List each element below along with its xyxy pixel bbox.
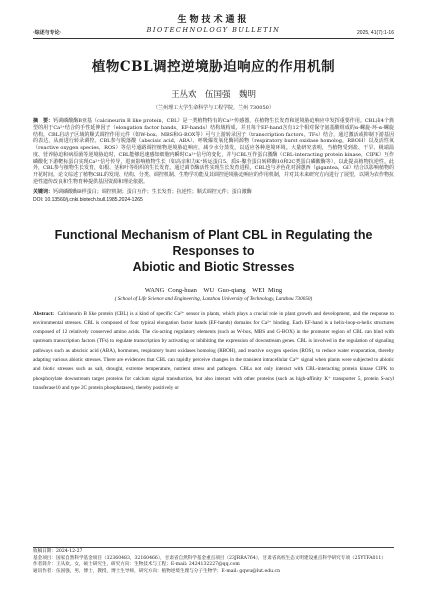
section-label: ·综述与专论· — [33, 30, 62, 36]
affiliation-cn: （兰州理工大学生命科学与工程学院，兰州 730050） — [153, 105, 274, 111]
article-title-en — [33, 227, 394, 275]
footnotes — [33, 547, 394, 575]
received-date: 收稿日期：2024-12-27 — [33, 549, 83, 554]
keywords-cn-label: 关键词： — [33, 188, 54, 195]
abstract-en-text: Calcineurin B like protein (CBL) is a kind of specific Ca²⁺ sensor in plants, which plays a crucial role in plant growth and development, and the response to environmental stresses. CBL is composed of four typical elongation factor hands (EF-hands) domains for Ca²⁺ binding. Each EF-hand is a helix-loop-α-helix structures composed of 12 relatively conserved amino acids. The cis-acting regulatory elements (such as W-box, MBS and G-BOX) in the promoter region of CBL can bind with upstream transcription factors (TFs) to regulate transcription by activating or inhibiting the expression of downstream genes. CBL is involved in the regulation of signaling pathways such as abscisic acid (ABA), hormones, respiratory burst oxidases homolog (RBOH), and reactive oxygen species (ROS), to reduce water evaporation, thereby adapting various abiotic stresses. There are evidences that CBL can rapidly perceive changes in the transient intracellular Ca²⁺ signal when plants were subjected to abiotic and biotic stresses such as salt, drought, extreme temperature, nutrient stress and pathogen. CBLs not only interact with CBL-interacting protein kinase CIPK to phosphorylate downstream target proteins for calcium signal transduction, but also interact with other proteins (such as high-affinity K⁺ transporter 5, protein S-acyl transferase10 and type 2C protein phosphatases), thereby positively or — [33, 310, 395, 391]
article-title-cn: 植物CBL调控逆境胁迫响应的作用机制 — [91, 59, 336, 75]
abstract-cn-label: 摘 要： — [33, 118, 54, 124]
journal-name-en: BIOTECHNOLOGY BULLETIN — [146, 26, 281, 34]
author-info: 作者简介：王从欢，女，硕士研究生，研究方向：生物技术与工程；E-mail: 2424132227@qq.com — [33, 562, 240, 568]
journal-name-cn: 生物技术通报 — [177, 15, 250, 25]
keywords-cn-text: 钙调磷酸酶B样蛋白；调控机制；蛋白互作；生长发育；抗逆性；顺式调控元件；蛋白激酶 — [53, 188, 252, 195]
keywords-cn — [33, 188, 394, 195]
doi[interactable]: DOI: 10.13560/j.cnki.biotech.bull.1985.2024-1265 — [33, 196, 143, 203]
title-en-line-1: Functional Mechanism of Plant CBL in Regulating the Responses to — [54, 227, 373, 258]
title-en-line-2: Abiotic and Biotic Stresses — [132, 259, 295, 274]
abstract-cn — [33, 118, 394, 186]
abstract-en — [33, 310, 394, 394]
authors-cn: 王丛欢 伍国强 魏明 — [170, 90, 256, 100]
abstract-en-label: Abstract: — [33, 310, 55, 317]
issue-info: 2025, 41(7):1-16 — [357, 30, 394, 36]
corresponding-author: 通讯作者：伍国强，男，博士，教授，博士生导师，研究方向：植物逆境生理与分子生物学；E-mail: gqwu@lut.edu.cn — [33, 568, 281, 574]
authors-en: WANG Cong-huan WU Guo-qiang WEI Ming — [144, 286, 283, 294]
funding-info: 基金项目：国家自然科学基金项目（32360483，32160466），甘肃省自然科学基金重点项目（23JRRA764），甘肃省高校生态文明建设重点科学研究专项（25YTFA011） — [33, 555, 386, 561]
affiliation-en: ( School of Life Science and Engineering, Lanzhou University of Technology, Lanzhou 730050) — [114, 295, 313, 302]
abstract-cn-text: 钙调磷酸酶B亚基（calcineurin B like protein，CBL）是一类植物特有的Ca²⁺传感器，在植物生长发育和逆境胁迫响应中发挥重要作用。CBL由4个典型的用于Ca²⁺结合的手性延伸因子（elongation factor hands，EF-hands）结构域构成，并且每个EF-hand含有12个相对保守氨基酸组成的α-螺旋-环-α-螺旋结构。CBL启动子区域的顺式调控作用元件（如W-box、MBS和G-BOX等）可与上游转录因子（transcription factors，TFs）结合，通过激活或抑制下游基因的表达，从而进行转录调控。CBL参与脱落酸（abscisic acid，ABA）、呼吸爆发氧化酶同源物（respiratory burst oxidase homolog，RBOH）以及活性氧（reactive oxygen species，ROS）等信号通路调控植物逆境胁迫响应，减少水分蒸发，以适应各种逆境环境。大量研究表明，当植物受到盐、干旱、极端温度、营养胁迫和病原菌等逆境胁迫时，CBL能够迅速感知细胞内瞬时Ca²⁺信号的变化，并与CBL互作蛋白激酶（CBL-interacting protein kinase，CIPK）互作磷酸化下游靶标蛋白实现Ca²⁺信号传导，进而影响植物生长（如高亲和力K⁺转运蛋白5、质S-腺苷蛋白转移酶10和2C类蛋白磷酸酶等），以此提高植物抗逆性。此外，CBL参与植物生长发育，如根、茎和叶等组织的生长发育。通过调节酶活性实现生长发育进程，CBL也与矛色花对洞蕙西（gigantea，GI）结合以影响植物的开花时间。论文综述了植物CBL的发现、结构、分类、调控机制、生物学功能及其调控逆境胁迫响应的作用机制，并对其未来研究方向进行了展望，以期为农作物抗逆性遗传改良和生物育种提供基因资源和理论依据。 — [33, 118, 394, 185]
